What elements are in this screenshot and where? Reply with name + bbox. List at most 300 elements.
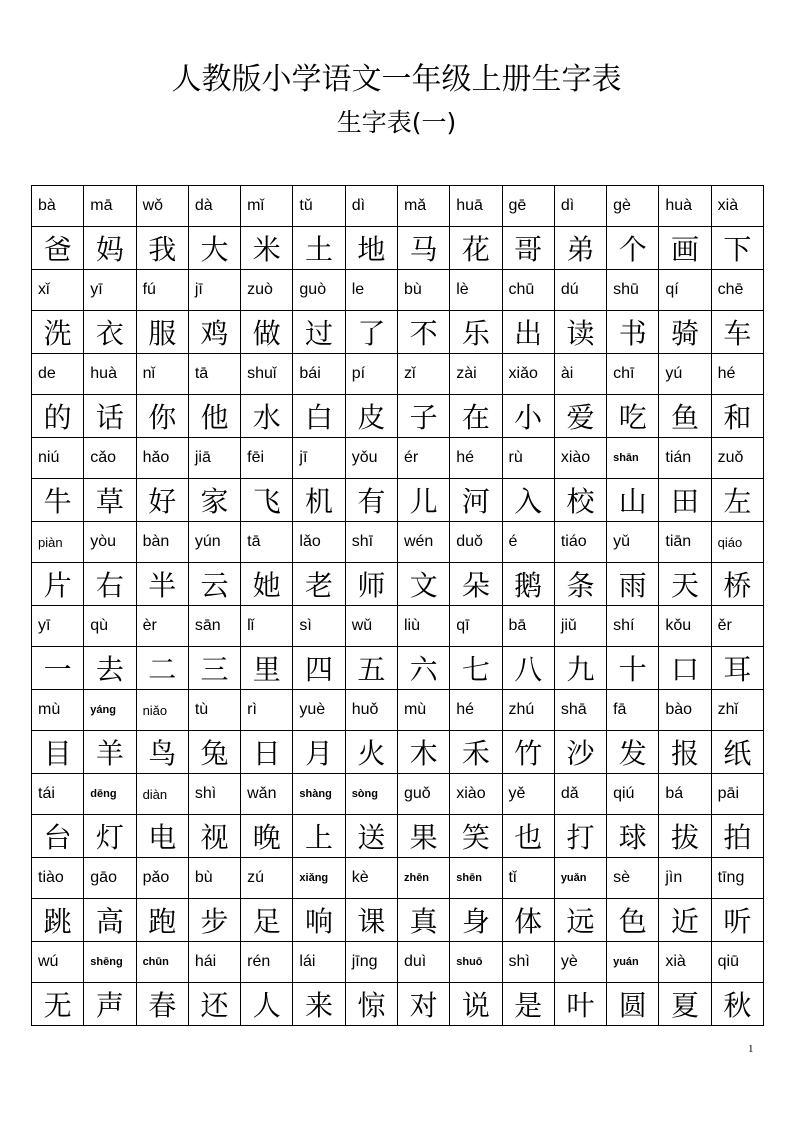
pinyin-cell: lè <box>450 270 502 311</box>
character-cell: 还 <box>188 983 240 1026</box>
pinyin-cell: kǒu <box>659 606 711 647</box>
pinyin-cell: èr <box>136 606 188 647</box>
character-cell: 春 <box>136 983 188 1026</box>
character-cell: 五 <box>345 647 397 690</box>
pinyin-cell: huā <box>450 186 502 227</box>
character-cell: 报 <box>659 731 711 774</box>
pinyin-cell: yú <box>659 354 711 395</box>
pinyin-cell: sè <box>607 858 659 899</box>
character-cell: 她 <box>241 563 293 606</box>
character-row <box>32 563 764 606</box>
pinyin-cell: rén <box>241 942 293 983</box>
pinyin-cell: huà <box>84 354 136 395</box>
character-cell: 的 <box>32 395 84 438</box>
pinyin-cell: yī <box>32 606 84 647</box>
character-row <box>32 899 764 942</box>
pinyin-cell: xiǎo <box>502 354 554 395</box>
character-cell: 送 <box>345 815 397 858</box>
pinyin-cell: jī <box>188 270 240 311</box>
character-cell: 条 <box>554 563 606 606</box>
pinyin-cell: jī <box>293 438 345 479</box>
pinyin-cell: lǎo <box>293 522 345 563</box>
pinyin-cell: hé <box>450 690 502 731</box>
pinyin-cell: yī <box>84 270 136 311</box>
character-cell: 里 <box>241 647 293 690</box>
pinyin-cell: qiú <box>607 774 659 815</box>
pinyin-cell: nǐ <box>136 354 188 395</box>
pinyin-row <box>32 690 764 731</box>
pinyin-cell: é <box>502 522 554 563</box>
character-cell: 读 <box>554 311 606 354</box>
character-row <box>32 479 764 522</box>
character-cell: 家 <box>188 479 240 522</box>
pinyin-cell: dà <box>188 186 240 227</box>
pinyin-cell: dì <box>345 186 397 227</box>
pinyin-cell: shàng <box>293 774 345 815</box>
pinyin-cell: guò <box>293 270 345 311</box>
pinyin-cell: rù <box>502 438 554 479</box>
character-cell: 近 <box>659 899 711 942</box>
pinyin-row <box>32 858 764 899</box>
pinyin-cell: chū <box>502 270 554 311</box>
character-cell: 禾 <box>450 731 502 774</box>
pinyin-cell: guǒ <box>397 774 449 815</box>
character-cell: 衣 <box>84 311 136 354</box>
character-cell: 桥 <box>711 563 763 606</box>
character-cell: 你 <box>136 395 188 438</box>
pinyin-cell: xiào <box>450 774 502 815</box>
character-cell: 过 <box>293 311 345 354</box>
pinyin-row <box>32 438 764 479</box>
character-cell: 月 <box>293 731 345 774</box>
character-cell: 草 <box>84 479 136 522</box>
character-cell: 九 <box>554 647 606 690</box>
pinyin-cell: shēng <box>84 942 136 983</box>
character-row <box>32 731 764 774</box>
character-cell: 洗 <box>32 311 84 354</box>
pinyin-cell: bào <box>659 690 711 731</box>
character-cell: 校 <box>554 479 606 522</box>
character-cell: 火 <box>345 731 397 774</box>
pinyin-cell: gāo <box>84 858 136 899</box>
character-cell: 我 <box>136 227 188 270</box>
pinyin-row <box>32 270 764 311</box>
character-cell: 足 <box>241 899 293 942</box>
pinyin-cell: tā <box>241 522 293 563</box>
pinyin-cell: kè <box>345 858 397 899</box>
pinyin-cell: cǎo <box>84 438 136 479</box>
character-cell: 果 <box>397 815 449 858</box>
pinyin-cell: shān <box>607 438 659 479</box>
pinyin-row <box>32 942 764 983</box>
character-cell: 老 <box>293 563 345 606</box>
page-title: 人教版小学语文一年级上册生字表 <box>171 62 622 97</box>
character-cell: 也 <box>502 815 554 858</box>
pinyin-cell: huǒ <box>345 690 397 731</box>
pinyin-cell: ér <box>397 438 449 479</box>
pinyin-cell: tǔ <box>293 186 345 227</box>
pinyin-cell: bā <box>502 606 554 647</box>
pinyin-cell: tā <box>188 354 240 395</box>
pinyin-cell: hé <box>450 438 502 479</box>
character-cell: 听 <box>711 899 763 942</box>
pinyin-cell: rì <box>241 690 293 731</box>
pinyin-cell: liù <box>397 606 449 647</box>
character-cell: 乐 <box>450 311 502 354</box>
character-cell: 水 <box>241 395 293 438</box>
pinyin-cell: niǎo <box>136 690 188 731</box>
character-cell: 骑 <box>659 311 711 354</box>
character-cell: 话 <box>84 395 136 438</box>
pinyin-cell: qù <box>84 606 136 647</box>
character-cell: 灯 <box>84 815 136 858</box>
character-cell: 羊 <box>84 731 136 774</box>
character-cell: 声 <box>84 983 136 1026</box>
pinyin-cell: shā <box>554 690 606 731</box>
character-cell: 小 <box>502 395 554 438</box>
character-cell: 远 <box>554 899 606 942</box>
character-cell: 机 <box>293 479 345 522</box>
character-cell: 跑 <box>136 899 188 942</box>
character-cell: 左 <box>711 479 763 522</box>
character-cell: 口 <box>659 647 711 690</box>
pinyin-cell: mǐ <box>241 186 293 227</box>
page-number: 1 <box>748 1043 754 1055</box>
character-cell: 哥 <box>502 227 554 270</box>
character-cell: 田 <box>659 479 711 522</box>
character-cell: 三 <box>188 647 240 690</box>
character-cell: 兔 <box>188 731 240 774</box>
character-cell: 说 <box>450 983 502 1026</box>
pinyin-cell: tiān <box>659 522 711 563</box>
pinyin-cell: xiǎng <box>293 858 345 899</box>
character-cell: 在 <box>450 395 502 438</box>
character-cell: 秋 <box>711 983 763 1026</box>
pinyin-cell: dì <box>554 186 606 227</box>
character-cell: 跳 <box>32 899 84 942</box>
character-cell: 吃 <box>607 395 659 438</box>
character-cell: 入 <box>502 479 554 522</box>
pinyin-cell: fēi <box>241 438 293 479</box>
character-cell: 拍 <box>711 815 763 858</box>
character-cell: 弟 <box>554 227 606 270</box>
pinyin-cell: lǐ <box>241 606 293 647</box>
pinyin-cell: shuǐ <box>241 354 293 395</box>
pinyin-cell: yún <box>188 522 240 563</box>
pinyin-cell: tái <box>32 774 84 815</box>
character-cell: 好 <box>136 479 188 522</box>
character-cell: 电 <box>136 815 188 858</box>
pinyin-cell: piàn <box>32 522 84 563</box>
pinyin-cell: zhǐ <box>711 690 763 731</box>
character-cell: 右 <box>84 563 136 606</box>
pinyin-cell: mǎ <box>397 186 449 227</box>
pinyin-cell: zhēn <box>397 858 449 899</box>
pinyin-cell: chī <box>607 354 659 395</box>
character-cell: 爱 <box>554 395 606 438</box>
character-cell: 不 <box>397 311 449 354</box>
character-row <box>32 983 764 1026</box>
character-cell: 二 <box>136 647 188 690</box>
character-cell: 沙 <box>554 731 606 774</box>
pinyin-cell: ài <box>554 354 606 395</box>
character-cell: 文 <box>397 563 449 606</box>
pinyin-cell: bà <box>32 186 84 227</box>
pinyin-cell: fú <box>136 270 188 311</box>
character-cell: 圆 <box>607 983 659 1026</box>
character-cell: 儿 <box>397 479 449 522</box>
pinyin-cell: shī <box>345 522 397 563</box>
character-cell: 半 <box>136 563 188 606</box>
pinyin-cell: niú <box>32 438 84 479</box>
pinyin-cell: bá <box>659 774 711 815</box>
pinyin-cell: bái <box>293 354 345 395</box>
pinyin-cell: shēn <box>450 858 502 899</box>
character-row <box>32 227 764 270</box>
character-cell: 画 <box>659 227 711 270</box>
pinyin-cell: lái <box>293 942 345 983</box>
character-cell: 真 <box>397 899 449 942</box>
pinyin-cell: jiǔ <box>554 606 606 647</box>
pinyin-cell: shì <box>502 942 554 983</box>
pinyin-cell: ěr <box>711 606 763 647</box>
pinyin-cell: duì <box>397 942 449 983</box>
pinyin-cell: hǎo <box>136 438 188 479</box>
character-cell: 出 <box>502 311 554 354</box>
character-cell: 上 <box>293 815 345 858</box>
pinyin-row <box>32 606 764 647</box>
character-cell: 耳 <box>711 647 763 690</box>
pinyin-cell: xǐ <box>32 270 84 311</box>
pinyin-cell: zuǒ <box>711 438 763 479</box>
pinyin-cell: xià <box>659 942 711 983</box>
character-cell: 是 <box>502 983 554 1026</box>
character-cell: 白 <box>293 395 345 438</box>
character-cell: 鸡 <box>188 311 240 354</box>
pinyin-cell: yuè <box>293 690 345 731</box>
character-cell: 人 <box>241 983 293 1026</box>
pinyin-cell: dú <box>554 270 606 311</box>
character-cell: 云 <box>188 563 240 606</box>
character-cell: 惊 <box>345 983 397 1026</box>
pinyin-cell: dǎ <box>554 774 606 815</box>
pinyin-cell: pǎo <box>136 858 188 899</box>
character-cell: 有 <box>345 479 397 522</box>
character-cell: 身 <box>450 899 502 942</box>
character-cell: 球 <box>607 815 659 858</box>
pinyin-cell: dēng <box>84 774 136 815</box>
character-cell: 鱼 <box>659 395 711 438</box>
character-cell: 师 <box>345 563 397 606</box>
character-cell: 地 <box>345 227 397 270</box>
pinyin-cell: shì <box>188 774 240 815</box>
character-cell: 雨 <box>607 563 659 606</box>
character-cell: 视 <box>188 815 240 858</box>
character-cell: 体 <box>502 899 554 942</box>
character-cell: 皮 <box>345 395 397 438</box>
pinyin-cell: xià <box>711 186 763 227</box>
pinyin-cell: gè <box>607 186 659 227</box>
character-cell: 牛 <box>32 479 84 522</box>
pinyin-cell: tǐ <box>502 858 554 899</box>
pinyin-cell: pāi <box>711 774 763 815</box>
character-cell: 一 <box>32 647 84 690</box>
character-cell: 色 <box>607 899 659 942</box>
character-cell: 天 <box>659 563 711 606</box>
character-row <box>32 395 764 438</box>
pinyin-cell: hái <box>188 942 240 983</box>
character-row <box>32 815 764 858</box>
character-cell: 高 <box>84 899 136 942</box>
pinyin-cell: wǎn <box>241 774 293 815</box>
character-cell: 子 <box>397 395 449 438</box>
pinyin-cell: sì <box>293 606 345 647</box>
pinyin-cell: chūn <box>136 942 188 983</box>
character-cell: 书 <box>607 311 659 354</box>
pinyin-cell: chē <box>711 270 763 311</box>
character-cell: 米 <box>241 227 293 270</box>
character-cell: 大 <box>188 227 240 270</box>
pinyin-cell: yuán <box>607 942 659 983</box>
character-cell: 河 <box>450 479 502 522</box>
pinyin-cell: wú <box>32 942 84 983</box>
pinyin-cell: fā <box>607 690 659 731</box>
character-cell: 八 <box>502 647 554 690</box>
pinyin-cell: jìn <box>659 858 711 899</box>
character-cell: 服 <box>136 311 188 354</box>
character-cell: 竹 <box>502 731 554 774</box>
pinyin-cell: yě <box>502 774 554 815</box>
pinyin-cell: tīng <box>711 858 763 899</box>
character-cell: 片 <box>32 563 84 606</box>
character-cell: 目 <box>32 731 84 774</box>
character-cell: 晚 <box>241 815 293 858</box>
pinyin-cell: tián <box>659 438 711 479</box>
pinyin-cell: zú <box>241 858 293 899</box>
character-cell: 夏 <box>659 983 711 1026</box>
character-cell: 马 <box>397 227 449 270</box>
character-cell: 台 <box>32 815 84 858</box>
pinyin-cell: yòu <box>84 522 136 563</box>
character-cell: 六 <box>397 647 449 690</box>
character-cell: 课 <box>345 899 397 942</box>
character-cell: 四 <box>293 647 345 690</box>
character-cell: 个 <box>607 227 659 270</box>
pinyin-row <box>32 354 764 395</box>
character-cell: 发 <box>607 731 659 774</box>
character-cell: 和 <box>711 395 763 438</box>
character-cell: 做 <box>241 311 293 354</box>
character-cell: 花 <box>450 227 502 270</box>
pinyin-cell: jiā <box>188 438 240 479</box>
character-table <box>31 185 764 1026</box>
character-cell: 妈 <box>84 227 136 270</box>
character-row <box>32 647 764 690</box>
pinyin-cell: diàn <box>136 774 188 815</box>
character-cell: 拔 <box>659 815 711 858</box>
character-cell: 鸟 <box>136 731 188 774</box>
character-cell: 木 <box>397 731 449 774</box>
pinyin-cell: zǐ <box>397 354 449 395</box>
pinyin-cell: tiào <box>32 858 84 899</box>
pinyin-cell: mā <box>84 186 136 227</box>
character-cell: 车 <box>711 311 763 354</box>
character-cell: 打 <box>554 815 606 858</box>
character-cell: 纸 <box>711 731 763 774</box>
pinyin-cell: yǔ <box>607 522 659 563</box>
character-cell: 飞 <box>241 479 293 522</box>
character-cell: 十 <box>607 647 659 690</box>
character-cell: 无 <box>32 983 84 1026</box>
pinyin-cell: qī <box>450 606 502 647</box>
pinyin-cell: tiáo <box>554 522 606 563</box>
character-row <box>32 311 764 354</box>
pinyin-cell: sān <box>188 606 240 647</box>
pinyin-cell: yè <box>554 942 606 983</box>
pinyin-cell: hé <box>711 354 763 395</box>
pinyin-cell: yǒu <box>345 438 397 479</box>
pinyin-cell: pí <box>345 354 397 395</box>
pinyin-cell: wǒ <box>136 186 188 227</box>
pinyin-cell: qí <box>659 270 711 311</box>
character-cell: 山 <box>607 479 659 522</box>
character-cell: 去 <box>84 647 136 690</box>
pinyin-cell: yuǎn <box>554 858 606 899</box>
pinyin-cell: duǒ <box>450 522 502 563</box>
character-cell: 步 <box>188 899 240 942</box>
character-cell: 对 <box>397 983 449 1026</box>
pinyin-cell: mù <box>32 690 84 731</box>
pinyin-cell: jīng <box>345 942 397 983</box>
pinyin-row <box>32 522 764 563</box>
character-cell: 爸 <box>32 227 84 270</box>
character-cell: 叶 <box>554 983 606 1026</box>
pinyin-cell: zài <box>450 354 502 395</box>
pinyin-cell: wǔ <box>345 606 397 647</box>
pinyin-cell: le <box>345 270 397 311</box>
pinyin-cell: gē <box>502 186 554 227</box>
pinyin-row <box>32 186 764 227</box>
page-subtitle: 生字表(一) <box>336 108 457 137</box>
pinyin-cell: qiáo <box>711 522 763 563</box>
character-cell: 笑 <box>450 815 502 858</box>
pinyin-cell: zuò <box>241 270 293 311</box>
pinyin-cell: xiào <box>554 438 606 479</box>
pinyin-cell: qiū <box>711 942 763 983</box>
pinyin-cell: yáng <box>84 690 136 731</box>
pinyin-cell: shí <box>607 606 659 647</box>
character-cell: 来 <box>293 983 345 1026</box>
pinyin-cell: huà <box>659 186 711 227</box>
pinyin-cell: shū <box>607 270 659 311</box>
pinyin-cell: shuō <box>450 942 502 983</box>
character-cell: 他 <box>188 395 240 438</box>
character-cell: 响 <box>293 899 345 942</box>
pinyin-cell: bù <box>397 270 449 311</box>
pinyin-row <box>32 774 764 815</box>
character-cell: 朵 <box>450 563 502 606</box>
pinyin-cell: wén <box>397 522 449 563</box>
character-cell: 土 <box>293 227 345 270</box>
pinyin-cell: mù <box>397 690 449 731</box>
character-cell: 日 <box>241 731 293 774</box>
character-cell: 下 <box>711 227 763 270</box>
pinyin-cell: tù <box>188 690 240 731</box>
pinyin-cell: bù <box>188 858 240 899</box>
pinyin-cell: de <box>32 354 84 395</box>
character-cell: 了 <box>345 311 397 354</box>
pinyin-cell: bàn <box>136 522 188 563</box>
